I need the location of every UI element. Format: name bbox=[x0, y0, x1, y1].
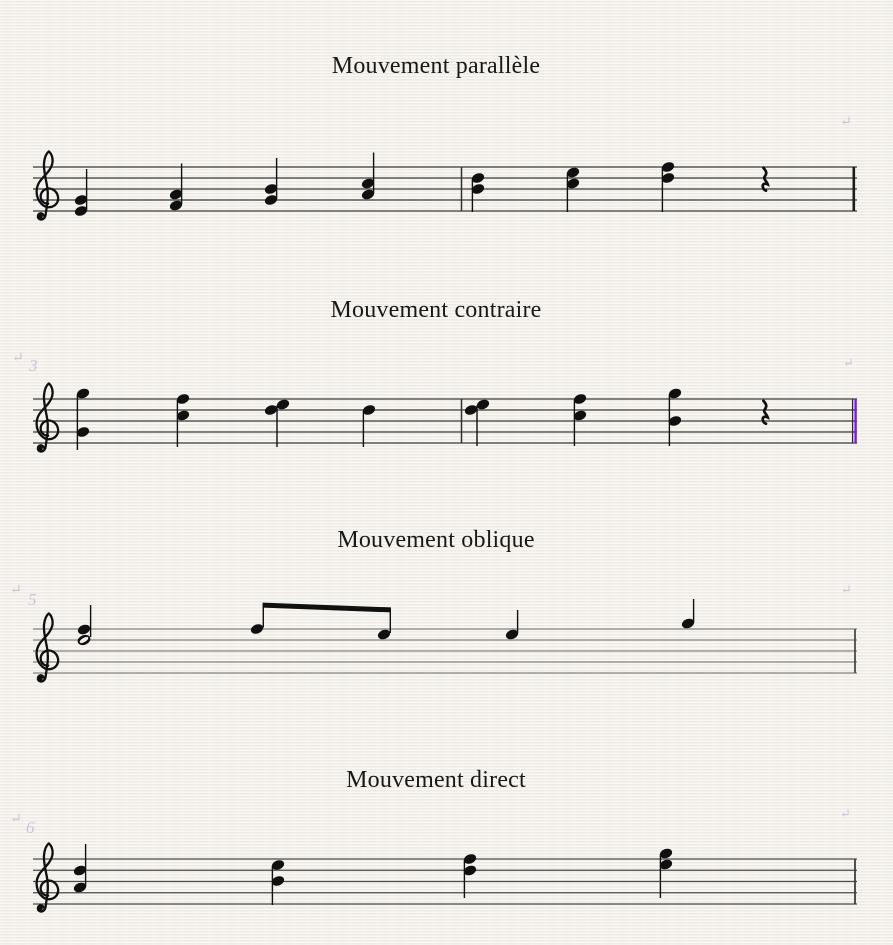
treble-clef-icon bbox=[37, 151, 59, 219]
quarter-rest[interactable] bbox=[763, 401, 768, 424]
clef-curve bbox=[37, 151, 59, 214]
barline bbox=[854, 629, 856, 673]
cursor-barline[interactable] bbox=[854, 399, 856, 443]
section-title-oblique: Mouvement oblique bbox=[337, 527, 535, 553]
line-break-mark: ↵ bbox=[843, 355, 854, 370]
notehead[interactable] bbox=[264, 404, 279, 417]
notehead[interactable] bbox=[77, 623, 92, 636]
treble-clef-icon bbox=[37, 613, 59, 681]
barline bbox=[461, 399, 463, 443]
line-break-mark: ↵ bbox=[840, 806, 851, 821]
clef-ball bbox=[38, 676, 43, 681]
staff-system-contraire bbox=[33, 383, 857, 451]
staff-system-oblique bbox=[33, 599, 857, 682]
line-break-mark: ↵ bbox=[10, 812, 22, 827]
measure-number-mark: 3 bbox=[29, 356, 38, 375]
open-notehead[interactable] bbox=[76, 633, 92, 647]
notehead[interactable] bbox=[476, 398, 491, 411]
clef-curve bbox=[37, 383, 59, 446]
notehead[interactable] bbox=[377, 628, 392, 641]
notehead[interactable] bbox=[464, 404, 479, 417]
line-break-mark: ↵ bbox=[841, 582, 852, 597]
clef-ball bbox=[38, 214, 43, 219]
barline bbox=[853, 167, 856, 211]
clef-curve bbox=[37, 843, 59, 906]
measure-number-mark: 6 bbox=[26, 818, 35, 837]
staff-system-direct bbox=[33, 843, 857, 911]
notehead[interactable] bbox=[250, 623, 265, 636]
barline bbox=[461, 167, 463, 211]
barline bbox=[854, 859, 856, 904]
quarter-rest[interactable] bbox=[763, 168, 768, 191]
section-title-direct: Mouvement direct bbox=[346, 767, 526, 793]
eighth-note-beam bbox=[263, 603, 391, 613]
treble-clef-icon bbox=[37, 383, 59, 451]
clef-ball bbox=[38, 446, 43, 451]
measure-number-mark: 5 bbox=[28, 590, 37, 609]
staff-system-parallele bbox=[33, 151, 857, 219]
line-break-mark: ↵ bbox=[12, 351, 24, 366]
clef-curve bbox=[37, 613, 59, 676]
line-break-mark: ↵ bbox=[10, 583, 22, 598]
barline bbox=[852, 399, 853, 443]
section-title-contraire: Mouvement contraire bbox=[330, 297, 542, 323]
section-title-parallele: Mouvement parallèle bbox=[331, 53, 541, 79]
clef-ball bbox=[38, 906, 43, 911]
notehead[interactable] bbox=[276, 398, 291, 411]
treble-clef-icon bbox=[37, 843, 59, 911]
line-break-mark: ↵ bbox=[840, 115, 852, 130]
